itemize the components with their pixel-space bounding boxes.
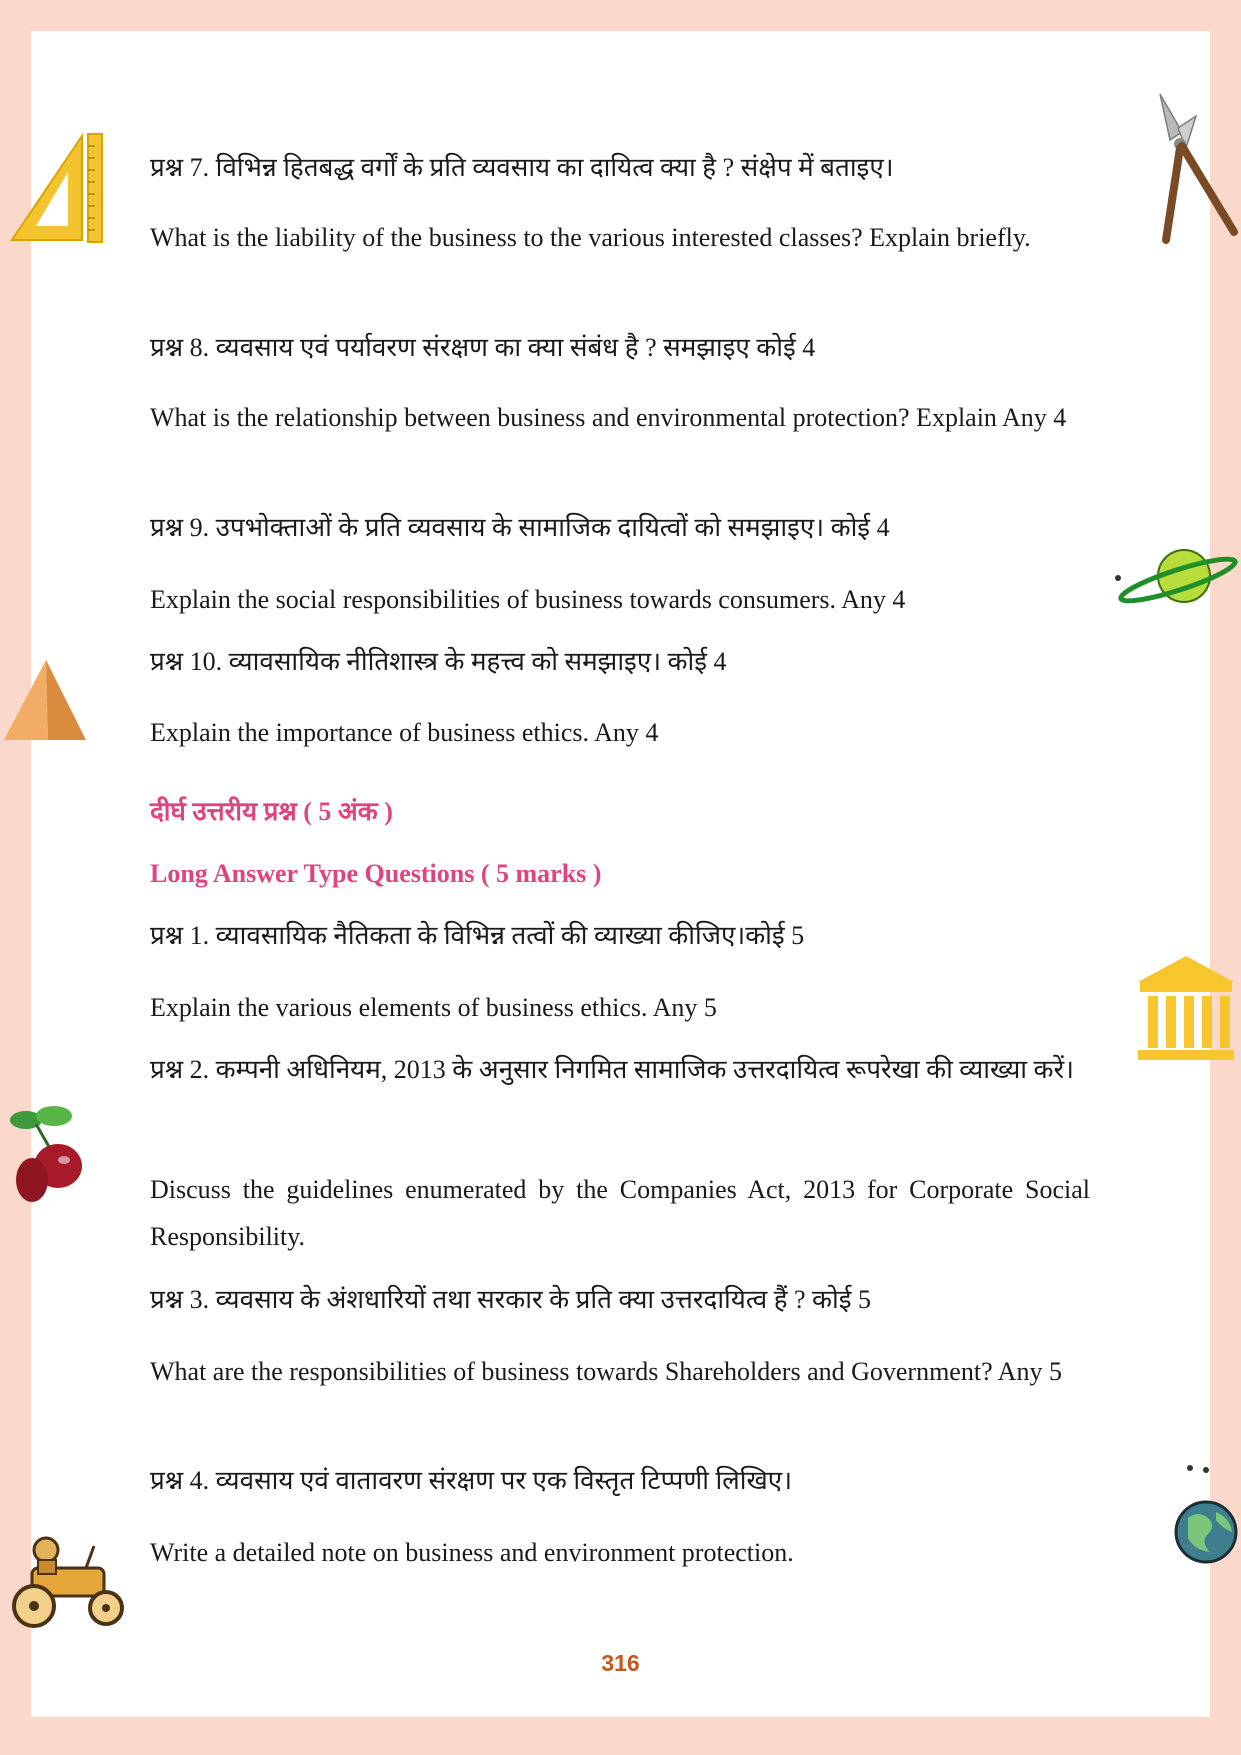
question-10-hindi: प्रश्न 10. व्यावसायिक नीतिशास्त्र के महत्त्व को समझाइए। कोई 4 xyxy=(150,647,727,676)
question-8-english: What is the relationship between business and environmental protection? Explain Any 4 xyxy=(150,403,1067,432)
long-question-3-hindi: प्रश्न 3. व्यवसाय के अंशधारियों तथा सरकार के प्रति क्या उत्तरदायित्व हैं ? कोई 5 xyxy=(150,1285,872,1314)
section-heading-hindi: दीर्घ उत्तरीय प्रश्न ( 5 अंक ) xyxy=(150,797,393,826)
long-question-2-english: Discuss the guidelines enumerated by the Companies Act, 2013 for Corporate Social Responsibility. xyxy=(150,1175,1090,1251)
long-question-1-english: Explain the various elements of business ethics. Any 5 xyxy=(150,993,717,1022)
section-heading-english: Long Answer Type Questions ( 5 marks ) xyxy=(150,859,602,888)
long-question-4-english: Write a detailed note on business and environment protection. xyxy=(150,1538,794,1567)
question-9-hindi: प्रश्न 9. उपभोक्ताओं के प्रति व्यवसाय के सामाजिक दायित्वों को समझाइए। कोई 4 xyxy=(150,513,890,542)
long-question-2-hindi: प्रश्न 2. कम्पनी अधिनियम, 2013 के अनुसार निगमित सामाजिक उत्तरदायित्व रूपरेखा की व्याख्या करें। xyxy=(150,1055,1074,1084)
pyramid-icon xyxy=(2,656,88,744)
pruning-shears-icon xyxy=(1152,92,1238,244)
page-number: 316 xyxy=(601,1650,640,1676)
long-question-1-hindi: प्रश्न 1. व्यावसायिक नैतिकता के विभिन्न तत्वों की व्याख्या कीजिए।कोई 5 xyxy=(150,921,805,950)
globe-icon xyxy=(1170,1460,1238,1566)
question-10-english: Explain the importance of business ethics. Any 4 xyxy=(150,718,659,747)
vintage-car-icon xyxy=(2,1524,128,1634)
question-7-english: What is the liability of the business to the various interested classes? Explain briefly. xyxy=(150,223,1031,252)
long-question-3-english: What are the responsibilities of business towards Shareholders and Government? Any 5 xyxy=(150,1357,1062,1386)
cherry-icon xyxy=(6,1098,88,1206)
question-9-english: Explain the social responsibilities of business towards consumers. Any 4 xyxy=(150,585,906,614)
planet-icon xyxy=(1112,540,1238,612)
long-question-4-hindi: प्रश्न 4. व्यवसाय एवं वातावरण संरक्षण पर एक विस्तृत टिप्पणी लिखिए। xyxy=(150,1466,793,1495)
question-7-hindi: प्रश्न 7. विभिन्न हितबद्ध वर्गों के प्रति व्यवसाय का दायित्व क्या है ? संक्षेप में बताइए। xyxy=(150,153,894,182)
question-8-hindi: प्रश्न 8. व्यवसाय एवं पर्यावरण संरक्षण का क्या संबंध है ? समझाइए कोई 4 xyxy=(150,333,816,362)
temple-icon xyxy=(1134,952,1238,1064)
ruler-triangle-icon xyxy=(8,132,104,244)
